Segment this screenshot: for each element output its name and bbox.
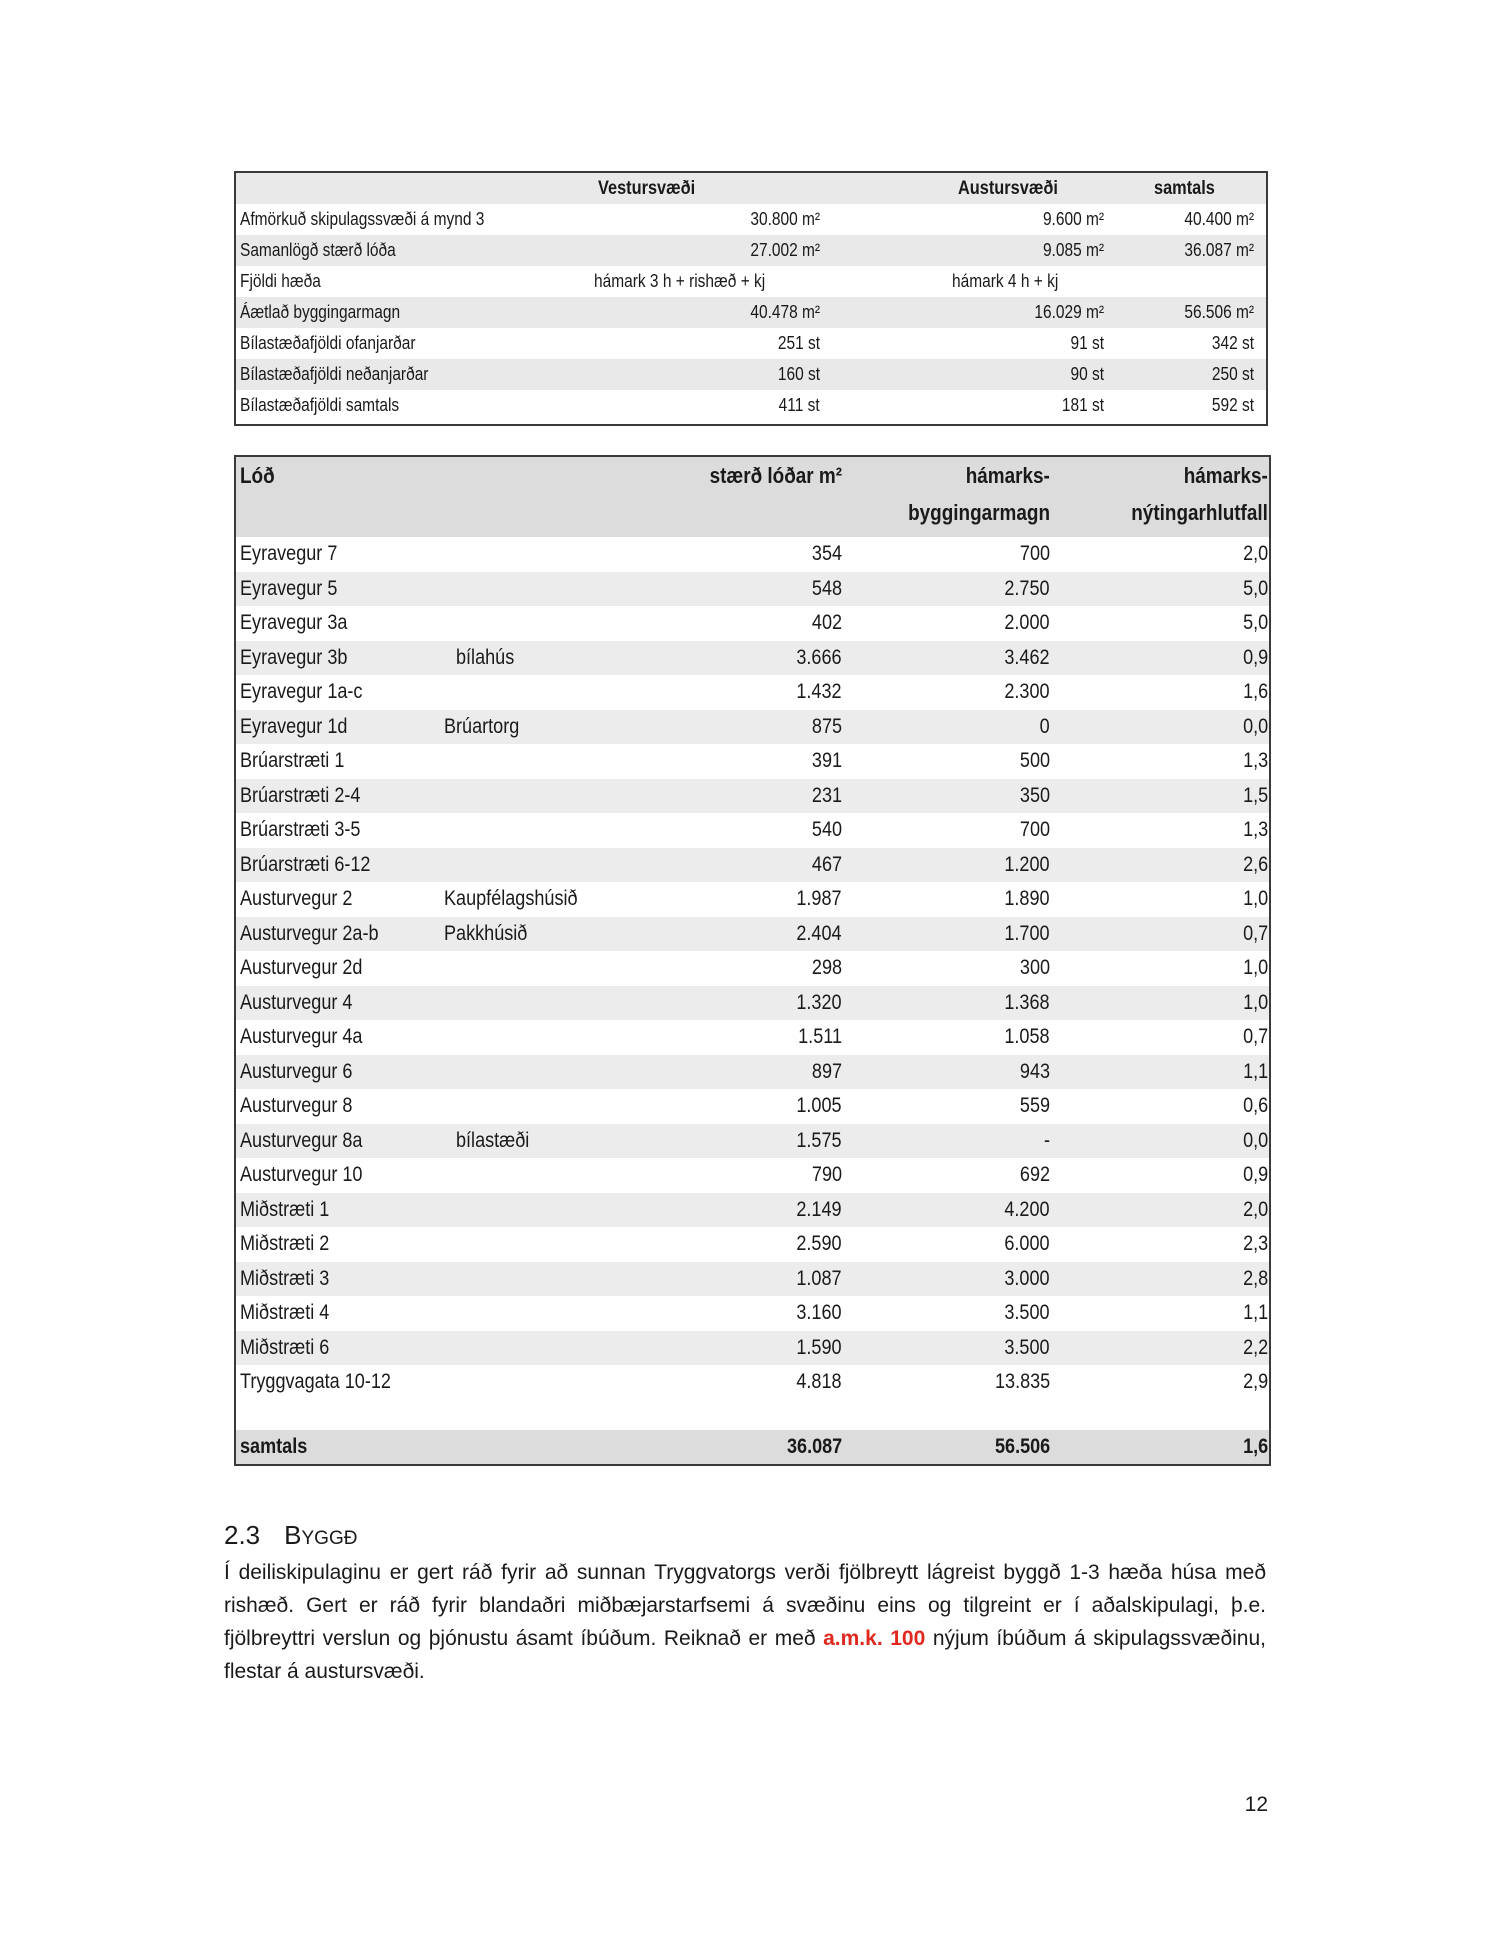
summary-east-value: 90 st (1070, 364, 1104, 384)
lot-max-build: 700 (1019, 818, 1050, 841)
lot-name: Miðstræti 6 (240, 1335, 330, 1359)
lot-max-build: 3.500 (1004, 1335, 1050, 1359)
lot-max-build: 2.000 (1004, 611, 1050, 634)
lot-max-ratio: 1,3 (1242, 749, 1268, 772)
lot-row (236, 779, 1269, 814)
lot-row (236, 951, 1269, 986)
lot-size: 540 (811, 818, 842, 841)
header-ratio-2: nýtingarhlutfall (1131, 500, 1268, 525)
lot-max-build: 13.835 (994, 1370, 1050, 1393)
total-ratio: 1,6 (1242, 1435, 1268, 1458)
lot-row (236, 813, 1269, 848)
lot-name: Tryggvagata 10-12 (240, 1370, 391, 1393)
lot-row (236, 744, 1269, 779)
lot-row (236, 1158, 1269, 1193)
summary-east-value: hámark 4 h + kj (952, 271, 1059, 291)
lot-name: Miðstræti 4 (240, 1301, 330, 1324)
lot-name: Eyravegur 3a (240, 611, 348, 634)
section-title-initial: B (284, 1520, 302, 1550)
summary-row-label: Bílastæðafjöldi ofanjarðar (240, 333, 416, 353)
lot-size: 1.320 (796, 990, 842, 1014)
body-text-1: Í deiliskipulaginu er gert ráð fyrir að sunnan Tryggvatorgs verði fjölbreytt lágreist byggð 1-3 hæða húsa með rishæð. Gert er ráð fyrir blandaðri miðbæjarstarfsemi á svæðinu eins og tilgreint er í aðalskipulagi, þ.e. fjölbreyttri verslun og þjónustu ásamt íbúðum. Reiknað er með (224, 1561, 1266, 1650)
lot-max-build: 700 (1019, 542, 1050, 565)
lot-max-build: 300 (1019, 956, 1050, 979)
section-heading (224, 1520, 357, 1551)
summary-east-value: 9.085 m² (1042, 240, 1104, 260)
lot-row (236, 1227, 1269, 1262)
lot-max-build: 2.750 (1004, 576, 1050, 600)
lot-note: bílahús (456, 645, 515, 669)
lot-max-build: 943 (1019, 1059, 1050, 1083)
summary-west-value: 40.478 m² (750, 302, 820, 322)
lot-name: Eyravegur 1a-c (240, 680, 363, 703)
lot-size: 548 (811, 576, 842, 600)
total-size: 36.087 (786, 1435, 842, 1458)
lot-size: 1.987 (796, 887, 842, 910)
lot-table-header (236, 457, 1269, 537)
lot-name: Miðstræti 1 (240, 1197, 330, 1221)
lot-row (236, 882, 1269, 917)
lot-row (236, 1262, 1269, 1297)
lot-max-ratio: 1,5 (1242, 783, 1268, 807)
summary-east-value: 91 st (1070, 333, 1104, 353)
header-total: samtals (1154, 178, 1215, 199)
lot-max-ratio: 1,0 (1242, 887, 1268, 910)
lot-max-build: 3.462 (1004, 645, 1050, 669)
lot-note: bílastæði (456, 1128, 530, 1152)
lot-max-build: 1.058 (1004, 1025, 1050, 1048)
lot-size: 2.404 (796, 921, 842, 945)
lot-max-build: 1.890 (1004, 887, 1050, 910)
header-west: Vestursvæði (598, 178, 696, 199)
lot-max-ratio: 2,8 (1242, 1266, 1268, 1290)
total-build: 56.506 (994, 1435, 1050, 1458)
body-text-2: nýjum íbúðum á skipulagssvæðinu, flestar á austursvæði. (224, 1627, 1266, 1683)
lot-row (236, 1020, 1269, 1055)
lot-max-ratio: 2,0 (1242, 542, 1268, 565)
lot-name: Austurvegur 2a-b (240, 921, 379, 945)
lot-note: Kaupfélagshúsið (444, 887, 578, 910)
header-build-1: hámarks- (965, 463, 1050, 488)
lot-row (236, 606, 1269, 641)
lot-name: Miðstræti 2 (240, 1232, 330, 1255)
lot-name: Brúarstræti 2-4 (240, 783, 361, 807)
lot-max-ratio: 0,7 (1242, 921, 1268, 945)
lot-max-build: 0 (1039, 714, 1050, 738)
header-ratio-1: hámarks- (1183, 463, 1268, 488)
summary-total-value: 342 st (1211, 333, 1254, 353)
lot-note: Brúartorg (444, 714, 520, 738)
lot-max-build: 1.200 (1004, 852, 1050, 876)
lot-max-ratio: 1,1 (1242, 1301, 1268, 1324)
lot-name: Brúarstræti 6-12 (240, 852, 371, 876)
summary-header-row (236, 173, 1266, 204)
lot-name: Austurvegur 2 (240, 887, 353, 910)
lot-max-build: 559 (1019, 1094, 1050, 1117)
lot-max-ratio: 0,9 (1242, 645, 1268, 669)
lot-row (236, 1124, 1269, 1159)
lot-max-ratio: 1,1 (1242, 1059, 1268, 1083)
section-body (224, 1556, 1266, 1688)
lot-max-build: 1.700 (1004, 921, 1050, 945)
header-lot: Lóð (240, 463, 275, 488)
summary-row-label: Bílastæðafjöldi samtals (240, 395, 400, 415)
section-title-rest: YGGÐ (301, 1528, 358, 1549)
lot-row (236, 1193, 1269, 1228)
summary-row (236, 266, 1266, 297)
summary-west-value: 251 st (777, 333, 820, 353)
lot-max-ratio: 0,0 (1242, 1128, 1268, 1152)
lot-size: 1.590 (796, 1335, 842, 1359)
lot-size: 875 (811, 714, 842, 738)
lot-max-ratio: 2,3 (1242, 1232, 1268, 1255)
lot-note: Pakkhúsið (444, 921, 528, 945)
lot-name: Eyravegur 7 (240, 542, 338, 565)
total-label: samtals (240, 1435, 308, 1458)
lot-size: 467 (811, 852, 842, 876)
lot-table (234, 455, 1271, 1466)
header-east: Austursvæði (958, 178, 1058, 199)
lot-max-ratio: 2,6 (1242, 852, 1268, 876)
lot-row (236, 848, 1269, 883)
summary-row (236, 359, 1266, 390)
lot-max-build: 6.000 (1004, 1232, 1050, 1255)
lot-row (236, 1089, 1269, 1124)
lot-size: 231 (811, 783, 842, 807)
lot-size: 2.590 (796, 1232, 842, 1255)
lot-max-ratio: 0,0 (1242, 714, 1268, 738)
summary-east-value: 9.600 m² (1042, 209, 1104, 229)
summary-row (236, 204, 1266, 235)
lot-size: 3.666 (796, 645, 842, 669)
lot-max-ratio: 2,9 (1242, 1370, 1268, 1393)
lot-size: 391 (811, 749, 842, 772)
lot-max-build: - (1043, 1128, 1050, 1152)
lot-size: 4.818 (796, 1370, 842, 1393)
lot-name: Austurvegur 4a (240, 1025, 363, 1048)
lot-size: 1.087 (796, 1266, 842, 1290)
summary-row-label: Afmörkuð skipulagssvæði á mynd 3 (240, 209, 485, 229)
lot-size: 1.005 (796, 1094, 842, 1117)
lot-max-ratio: 0,9 (1242, 1163, 1268, 1186)
summary-total-value: 56.506 m² (1184, 302, 1254, 322)
summary-west-value: 30.800 m² (750, 209, 820, 229)
summary-row (236, 390, 1266, 421)
lot-size: 1.511 (798, 1025, 842, 1048)
lot-row (236, 710, 1269, 745)
lot-row (236, 986, 1269, 1021)
header-size: stærð lóðar m² (709, 463, 842, 488)
lot-max-build: 500 (1019, 749, 1050, 772)
lot-max-build: 2.300 (1004, 680, 1050, 703)
lot-max-ratio: 1,0 (1242, 990, 1268, 1014)
lot-row (236, 1055, 1269, 1090)
lot-size: 354 (811, 542, 842, 565)
summary-row-label: Fjöldi hæða (240, 271, 321, 291)
summary-row-label: Samanlögð stærð lóða (240, 240, 396, 260)
lot-size: 897 (811, 1059, 842, 1083)
lot-row (236, 641, 1269, 676)
lot-row (236, 1296, 1269, 1331)
summary-row (236, 328, 1266, 359)
lot-name: Eyravegur 3b (240, 645, 348, 669)
lot-name: Austurvegur 2d (240, 956, 363, 979)
lot-table-total-row (236, 1430, 1269, 1464)
lot-row (236, 1331, 1269, 1366)
lot-size: 1.575 (796, 1128, 842, 1152)
section-number: 2.3 (224, 1520, 261, 1550)
lot-max-build: 4.200 (1004, 1197, 1050, 1221)
lot-max-build: 1.368 (1004, 990, 1050, 1014)
highlight-text: a.m.k. 100 (823, 1627, 926, 1650)
lot-max-ratio: 1,0 (1242, 956, 1268, 979)
lot-max-ratio: 5,0 (1242, 611, 1268, 634)
lot-max-ratio: 5,0 (1242, 576, 1268, 600)
lot-size: 3.160 (796, 1301, 842, 1324)
lot-name: Eyravegur 5 (240, 576, 338, 600)
summary-table (234, 171, 1268, 426)
lot-max-ratio: 2,2 (1242, 1335, 1268, 1359)
summary-total-value: 592 st (1211, 395, 1254, 415)
summary-row-label: Bílastæðafjöldi neðanjarðar (240, 364, 429, 384)
lot-max-ratio: 2,0 (1242, 1197, 1268, 1221)
lot-max-build: 350 (1019, 783, 1050, 807)
lot-max-ratio: 1,3 (1242, 818, 1268, 841)
lot-max-ratio: 0,6 (1242, 1094, 1268, 1117)
lot-name: Austurvegur 8 (240, 1094, 353, 1117)
lot-size: 790 (811, 1163, 842, 1186)
lot-name: Austurvegur 6 (240, 1059, 353, 1083)
lot-name: Brúarstræti 1 (240, 749, 345, 772)
summary-west-value: 160 st (777, 364, 820, 384)
lot-name: Austurvegur 10 (240, 1163, 363, 1186)
lot-name: Eyravegur 1d (240, 714, 348, 738)
lot-name: Miðstræti 3 (240, 1266, 330, 1290)
lot-max-ratio: 0,7 (1242, 1025, 1268, 1048)
summary-east-value: 16.029 m² (1034, 302, 1104, 322)
summary-west-value: 411 st (778, 395, 820, 415)
page-number: 12 (1244, 1793, 1268, 1816)
summary-total-value: 40.400 m² (1184, 209, 1254, 229)
summary-row (236, 235, 1266, 266)
lot-row (236, 675, 1269, 710)
lot-max-build: 692 (1019, 1163, 1050, 1186)
lot-size: 402 (811, 611, 842, 634)
summary-row-label: Áætlað byggingarmagn (240, 302, 401, 322)
summary-west-value: hámark 3 h + rishæð + kj (594, 271, 766, 291)
lot-max-build: 3.000 (1004, 1266, 1050, 1290)
summary-row (236, 297, 1266, 328)
lot-name: Austurvegur 4 (240, 990, 353, 1014)
lot-size: 2.149 (796, 1197, 842, 1221)
lot-row (236, 917, 1269, 952)
header-build-2: byggingarmagn (908, 500, 1050, 525)
lot-row (236, 537, 1269, 572)
summary-west-value: 27.002 m² (750, 240, 820, 260)
lot-size: 298 (811, 956, 842, 979)
summary-total-value: 250 st (1211, 364, 1254, 384)
lot-max-build: 3.500 (1004, 1301, 1050, 1324)
summary-total-value: 36.087 m² (1184, 240, 1254, 260)
lot-max-ratio: 1,6 (1242, 680, 1268, 703)
lot-row (236, 1365, 1269, 1400)
lot-row (236, 572, 1269, 607)
summary-east-value: 181 st (1061, 395, 1104, 415)
lot-size: 1.432 (796, 680, 842, 703)
lot-name: Brúarstræti 3-5 (240, 818, 361, 841)
lot-name: Austurvegur 8a (240, 1128, 363, 1152)
